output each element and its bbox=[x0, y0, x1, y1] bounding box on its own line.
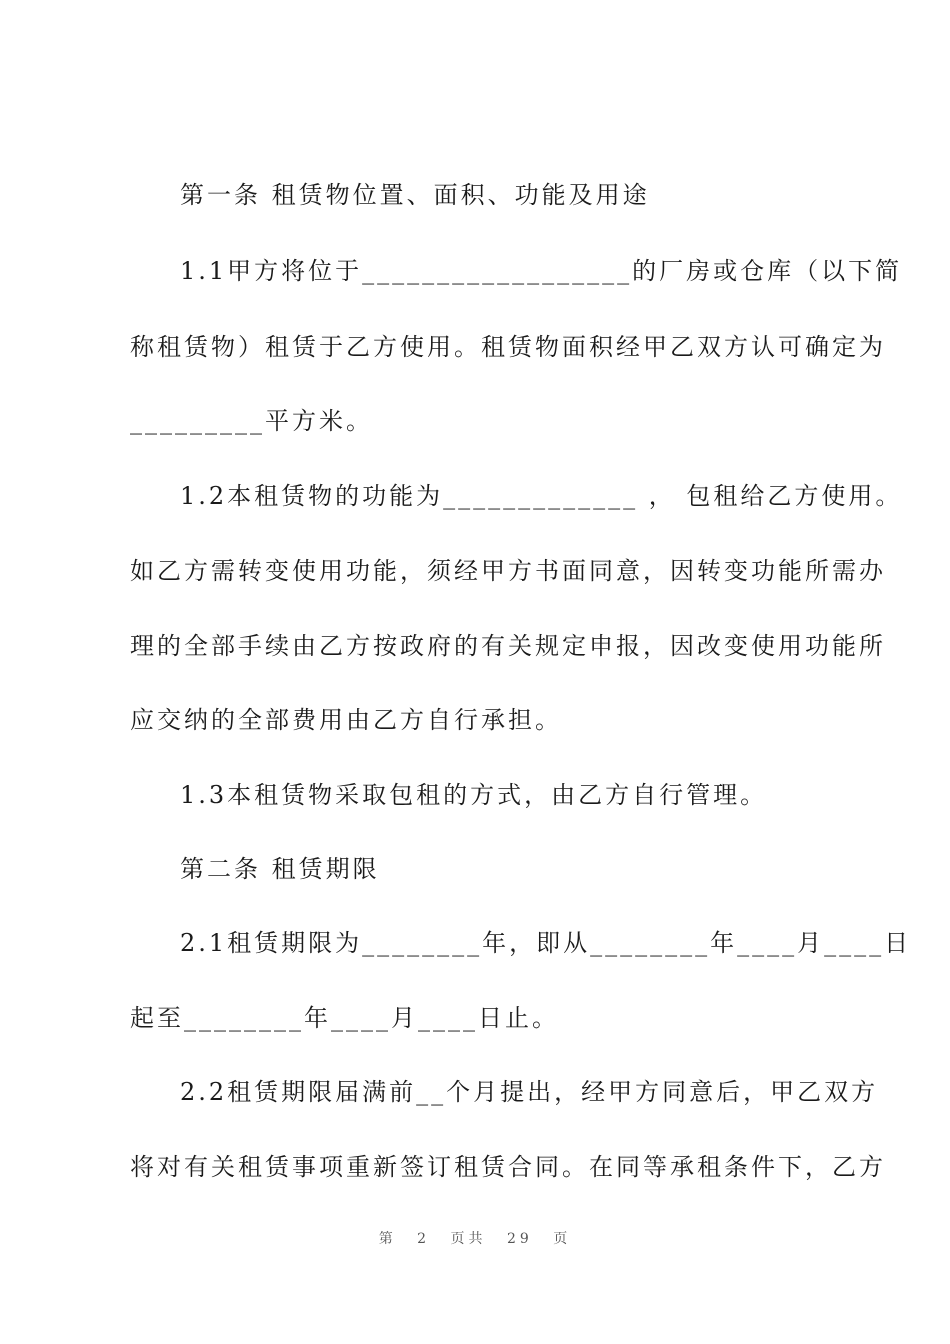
page-footer bbox=[0, 1228, 950, 1248]
footer-suffix: 页 bbox=[553, 1231, 572, 1247]
clause-1-1-line-1: 1.1甲方将位于__________________的厂房或仓库（以下简 bbox=[180, 257, 903, 285]
clause-2-1-line-1: 2.1租赁期限为________年，即从________年____月____日 bbox=[180, 929, 912, 957]
clause-2-2-line-1: 2.2租赁期限届满前__个月提出，经甲方同意后，甲乙双方 bbox=[180, 1078, 879, 1106]
article-1-heading: 第一条 租赁物位置、面积、功能及用途 bbox=[180, 181, 650, 209]
clause-2-2-line-2: 将对有关租赁事项重新签订租赁合同。在同等承租条件下，乙方 bbox=[130, 1153, 886, 1181]
clause-1-2-line-2: 如乙方需转变使用功能，须经甲方书面同意，因转变功能所需办 bbox=[130, 557, 886, 585]
clause-1-2-line-4: 应交纳的全部费用由乙方自行承担。 bbox=[130, 706, 562, 734]
clause-1-1-line-2: 称租赁物）租赁于乙方使用。租赁物面积经甲乙双方认可确定为 bbox=[130, 333, 886, 361]
footer-prefix: 第 bbox=[378, 1231, 397, 1247]
clause-2-1-line-2: 起至________年____月____日止。 bbox=[130, 1004, 559, 1032]
clause-1-2-line-3: 理的全部手续由乙方按政府的有关规定申报，因改变使用功能所 bbox=[130, 632, 886, 660]
article-2-heading: 第二条 租赁期限 bbox=[180, 855, 380, 883]
footer-total-pages: 29 bbox=[507, 1231, 533, 1247]
clause-1-2-line-1: 1.2本租赁物的功能为_____________ ， 包租给乙方使用。 bbox=[180, 482, 903, 510]
footer-page-number: 2 bbox=[417, 1231, 431, 1247]
clause-1-1-line-3: _________平方米。 bbox=[130, 407, 373, 435]
footer-middle: 页共 bbox=[450, 1231, 487, 1247]
clause-1-3-line-1: 1.3本租赁物采取包租的方式，由乙方自行管理。 bbox=[180, 781, 768, 809]
